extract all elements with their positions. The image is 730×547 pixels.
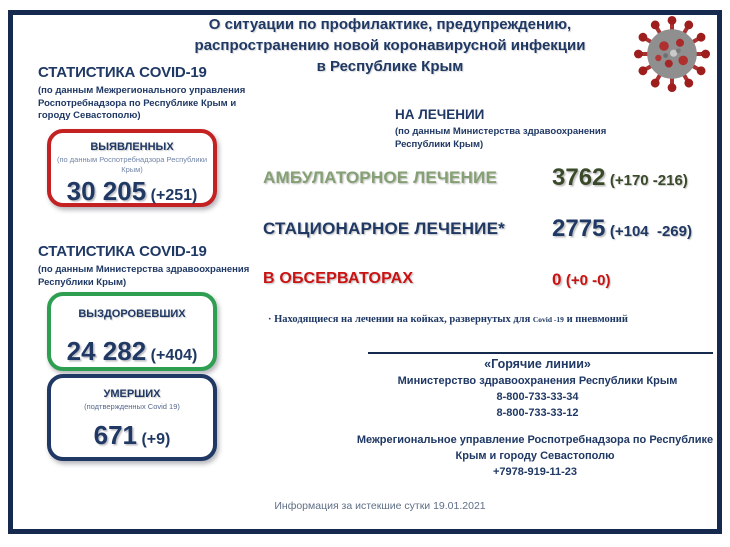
footnote-suffix: и пневмоний: [563, 314, 628, 325]
stationary-label: СТАЦИОНАРНОЕ ЛЕЧЕНИЕ*: [263, 219, 505, 238]
stationary-value: 2775: [552, 215, 606, 242]
hotlines-divider: [368, 352, 713, 354]
page-title-line3: в Республике Крым: [316, 58, 464, 75]
detected-cases-label: ВЫЯВЛЕННЫХ: [90, 141, 174, 153]
page-title-line1: О ситуации по профилактике, предупреждению,: [208, 16, 572, 33]
stats-heading-minzdrav: СТАТИСТИКА COVID-19: [38, 243, 207, 260]
footnote-covid: Covid -19: [532, 315, 564, 324]
recovered-delta: (+404): [150, 347, 198, 364]
rospotrebnadzor-contact-block: [352, 432, 718, 480]
recovered-box: [47, 292, 217, 371]
hotlines-heading: «Горячие линии»: [484, 357, 591, 371]
recovered-value: 24 282: [66, 336, 147, 366]
deceased-sublabel: (подтвержденных Covid 19): [84, 402, 180, 411]
recovered-label: ВЫЗДОРОВЕВШИХ: [78, 308, 186, 320]
treatment-row-ambulatory: [263, 164, 715, 198]
detected-cases-sublabel: (по данным Роспотребнадзора Республики Крым): [56, 155, 208, 174]
treatment-footnote: [268, 314, 698, 325]
ambulatory-label: АМБУЛАТОРНОЕ ЛЕЧЕНИЕ: [263, 168, 497, 187]
stats-subheading-minzdrav: (по данным Министерства здравоохранения Республики Крым): [38, 264, 250, 288]
rospotrebnadzor-contact-name: Межрегиональное управление Роспотребнадзора по Республике Крым и городу Севастополю: [356, 434, 714, 462]
detected-cases-delta: (+251): [150, 187, 198, 204]
hotlines-ministry: Министерство здравоохранения Республики Крым: [397, 375, 678, 387]
deceased-value: 671: [93, 419, 138, 450]
page-title: [165, 14, 615, 77]
footnote-bullet: ·: [268, 314, 272, 325]
hotlines-phone-1: 8-800-733-33-34: [496, 391, 579, 403]
treatment-row-observatories: [263, 266, 715, 300]
hotlines-phone-2: 8-800-733-33-12: [496, 407, 579, 419]
hotlines-block: [360, 357, 715, 421]
deceased-box: [47, 374, 217, 461]
treatment-subheading: (по данным Министерства здравоохранения Республики Крым): [395, 126, 607, 150]
deceased-label: УМЕРШИХ: [103, 388, 161, 400]
detected-cases-value: 30 205: [66, 176, 147, 206]
footnote-prefix: Находящиеся на лечении на койках, развернутых для: [271, 314, 533, 325]
observatories-delta: (+0 -0): [565, 272, 611, 289]
stats-subheading-rospotrebnadzor: (по данным Межрегионального управления Роспотребнадзора по Республике Крым и городу Севастополю): [38, 85, 246, 121]
observatories-label: В ОБСЕРВАТОРАХ: [263, 270, 414, 287]
report-date-note: Информация за истекшие сутки 19.01.2021: [274, 500, 486, 512]
stationary-delta: (+104 -269): [609, 223, 692, 240]
observatories-value: 0: [552, 270, 562, 289]
ambulatory-delta: (+170 -216): [609, 172, 688, 189]
rospotrebnadzor-contact-phone: +7978-919-11-23: [492, 466, 578, 478]
page-title-line2: распространению новой коронавирусной инфекции: [194, 37, 586, 54]
deceased-delta: (+9): [141, 430, 171, 448]
coronavirus-icon: [630, 14, 714, 94]
treatment-heading: НА ЛЕЧЕНИИ: [395, 107, 485, 122]
stats-heading-rospotrebnadzor: СТАТИСТИКА COVID-19: [38, 64, 207, 81]
ambulatory-value: 3762: [552, 164, 606, 191]
treatment-row-stationary: [263, 215, 715, 249]
detected-cases-box: [47, 129, 217, 207]
